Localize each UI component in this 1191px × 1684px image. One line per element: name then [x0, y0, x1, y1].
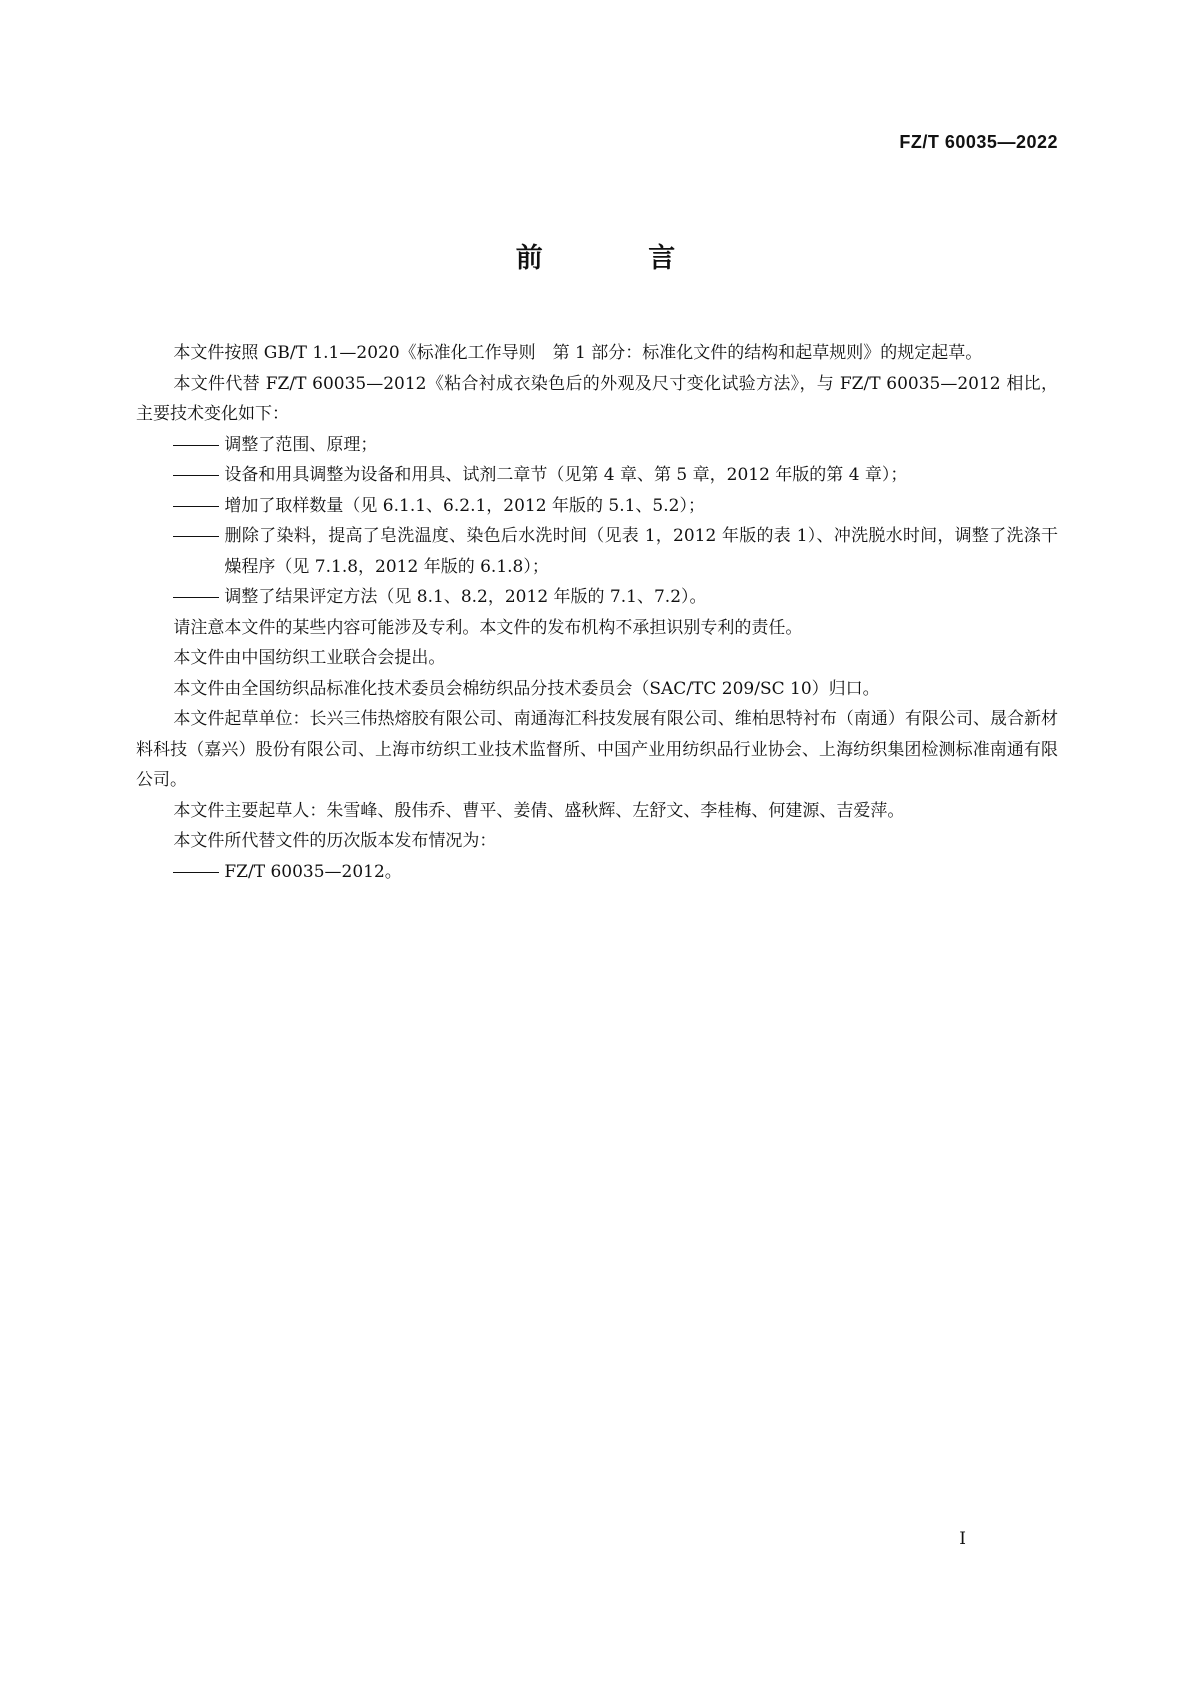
dash-mark	[173, 460, 224, 491]
document-number: FZ/T 60035—2022	[899, 132, 1058, 152]
change-item	[136, 521, 1058, 582]
paragraph-drafting-rules: 本文件按照 GB/T 1.1—2020《标准化工作导则 第 1 部分：标准化文件的结构和起草规则》的规定起草。	[173, 343, 983, 363]
change-item	[136, 460, 1058, 491]
dash-mark	[173, 491, 224, 522]
dash-mark	[173, 521, 224, 552]
page-number: I	[959, 1529, 966, 1549]
paragraph-patent-notice: 请注意本文件的某些内容可能涉及专利。本文件的发布机构不承担识别专利的责任。	[173, 617, 803, 638]
paragraph-drafting-units: 本文件起草单位：长兴三伟热熔胶有限公司、南通海汇科技发展有限公司、维柏思特衬布（南通）有限公司、晟合新材料科技（嘉兴）股份有限公司、上海市纺织工业技术监督所、中国产业用纺织品行业协会、上海纺织集团检测标准南通有限公司。	[136, 709, 1058, 790]
dash-mark	[173, 857, 224, 888]
paragraph-committee: 本文件由全国纺织品标准化技术委员会棉纺织品分技术委员会（SAC/TC 209/SC 10）归口。	[173, 678, 880, 699]
change-item	[136, 582, 1058, 613]
change-item-text: 增加了取样数量（见 6.1.1、6.2.1，2012 年版的 5.1、5.2）；	[224, 495, 705, 516]
page-title: 前 言	[515, 243, 724, 274]
change-item-text: 调整了结果评定方法（见 8.1、8.2，2012 年版的 7.1、7.2）。	[224, 587, 707, 607]
dash-mark	[173, 582, 224, 613]
paragraph-history-intro: 本文件所代替文件的历次版本发布情况为：	[173, 831, 497, 851]
dash-mark	[173, 430, 224, 461]
history-item-text: FZ/T 60035—2012。	[224, 861, 402, 882]
change-item-text: 删除了染料，提高了皂洗温度、染色后水洗时间（见表 1，2012 年版的表 1）、冲洗脱水时间，调整了洗涤干燥程序（见 7.1.8，2012 年版的 6.1.8）；	[224, 526, 1058, 577]
foreword-body	[136, 338, 1058, 887]
change-item	[136, 430, 1058, 461]
paragraph-drafters: 本文件主要起草人：朱雪峰、殷伟乔、曹平、姜倩、盛秋辉、左舒文、李桂梅、何建源、吉爱萍。	[173, 800, 905, 821]
paragraph-proposer: 本文件由中国纺织工业联合会提出。	[173, 648, 446, 668]
change-item-text: 调整了范围、原理；	[224, 434, 378, 455]
history-item	[136, 857, 1058, 888]
paragraph-replacement: 本文件代替 FZ/T 60035—2012《粘合衬成衣染色后的外观及尺寸变化试验方法》，与 FZ/T 60035—2012 相比，主要技术变化如下：	[136, 373, 1058, 424]
change-item-text: 设备和用具调整为设备和用具、试剂二章节（见第 4 章、第 5 章，2012 年版的第 4 章）；	[224, 465, 908, 485]
change-item	[136, 491, 1058, 522]
